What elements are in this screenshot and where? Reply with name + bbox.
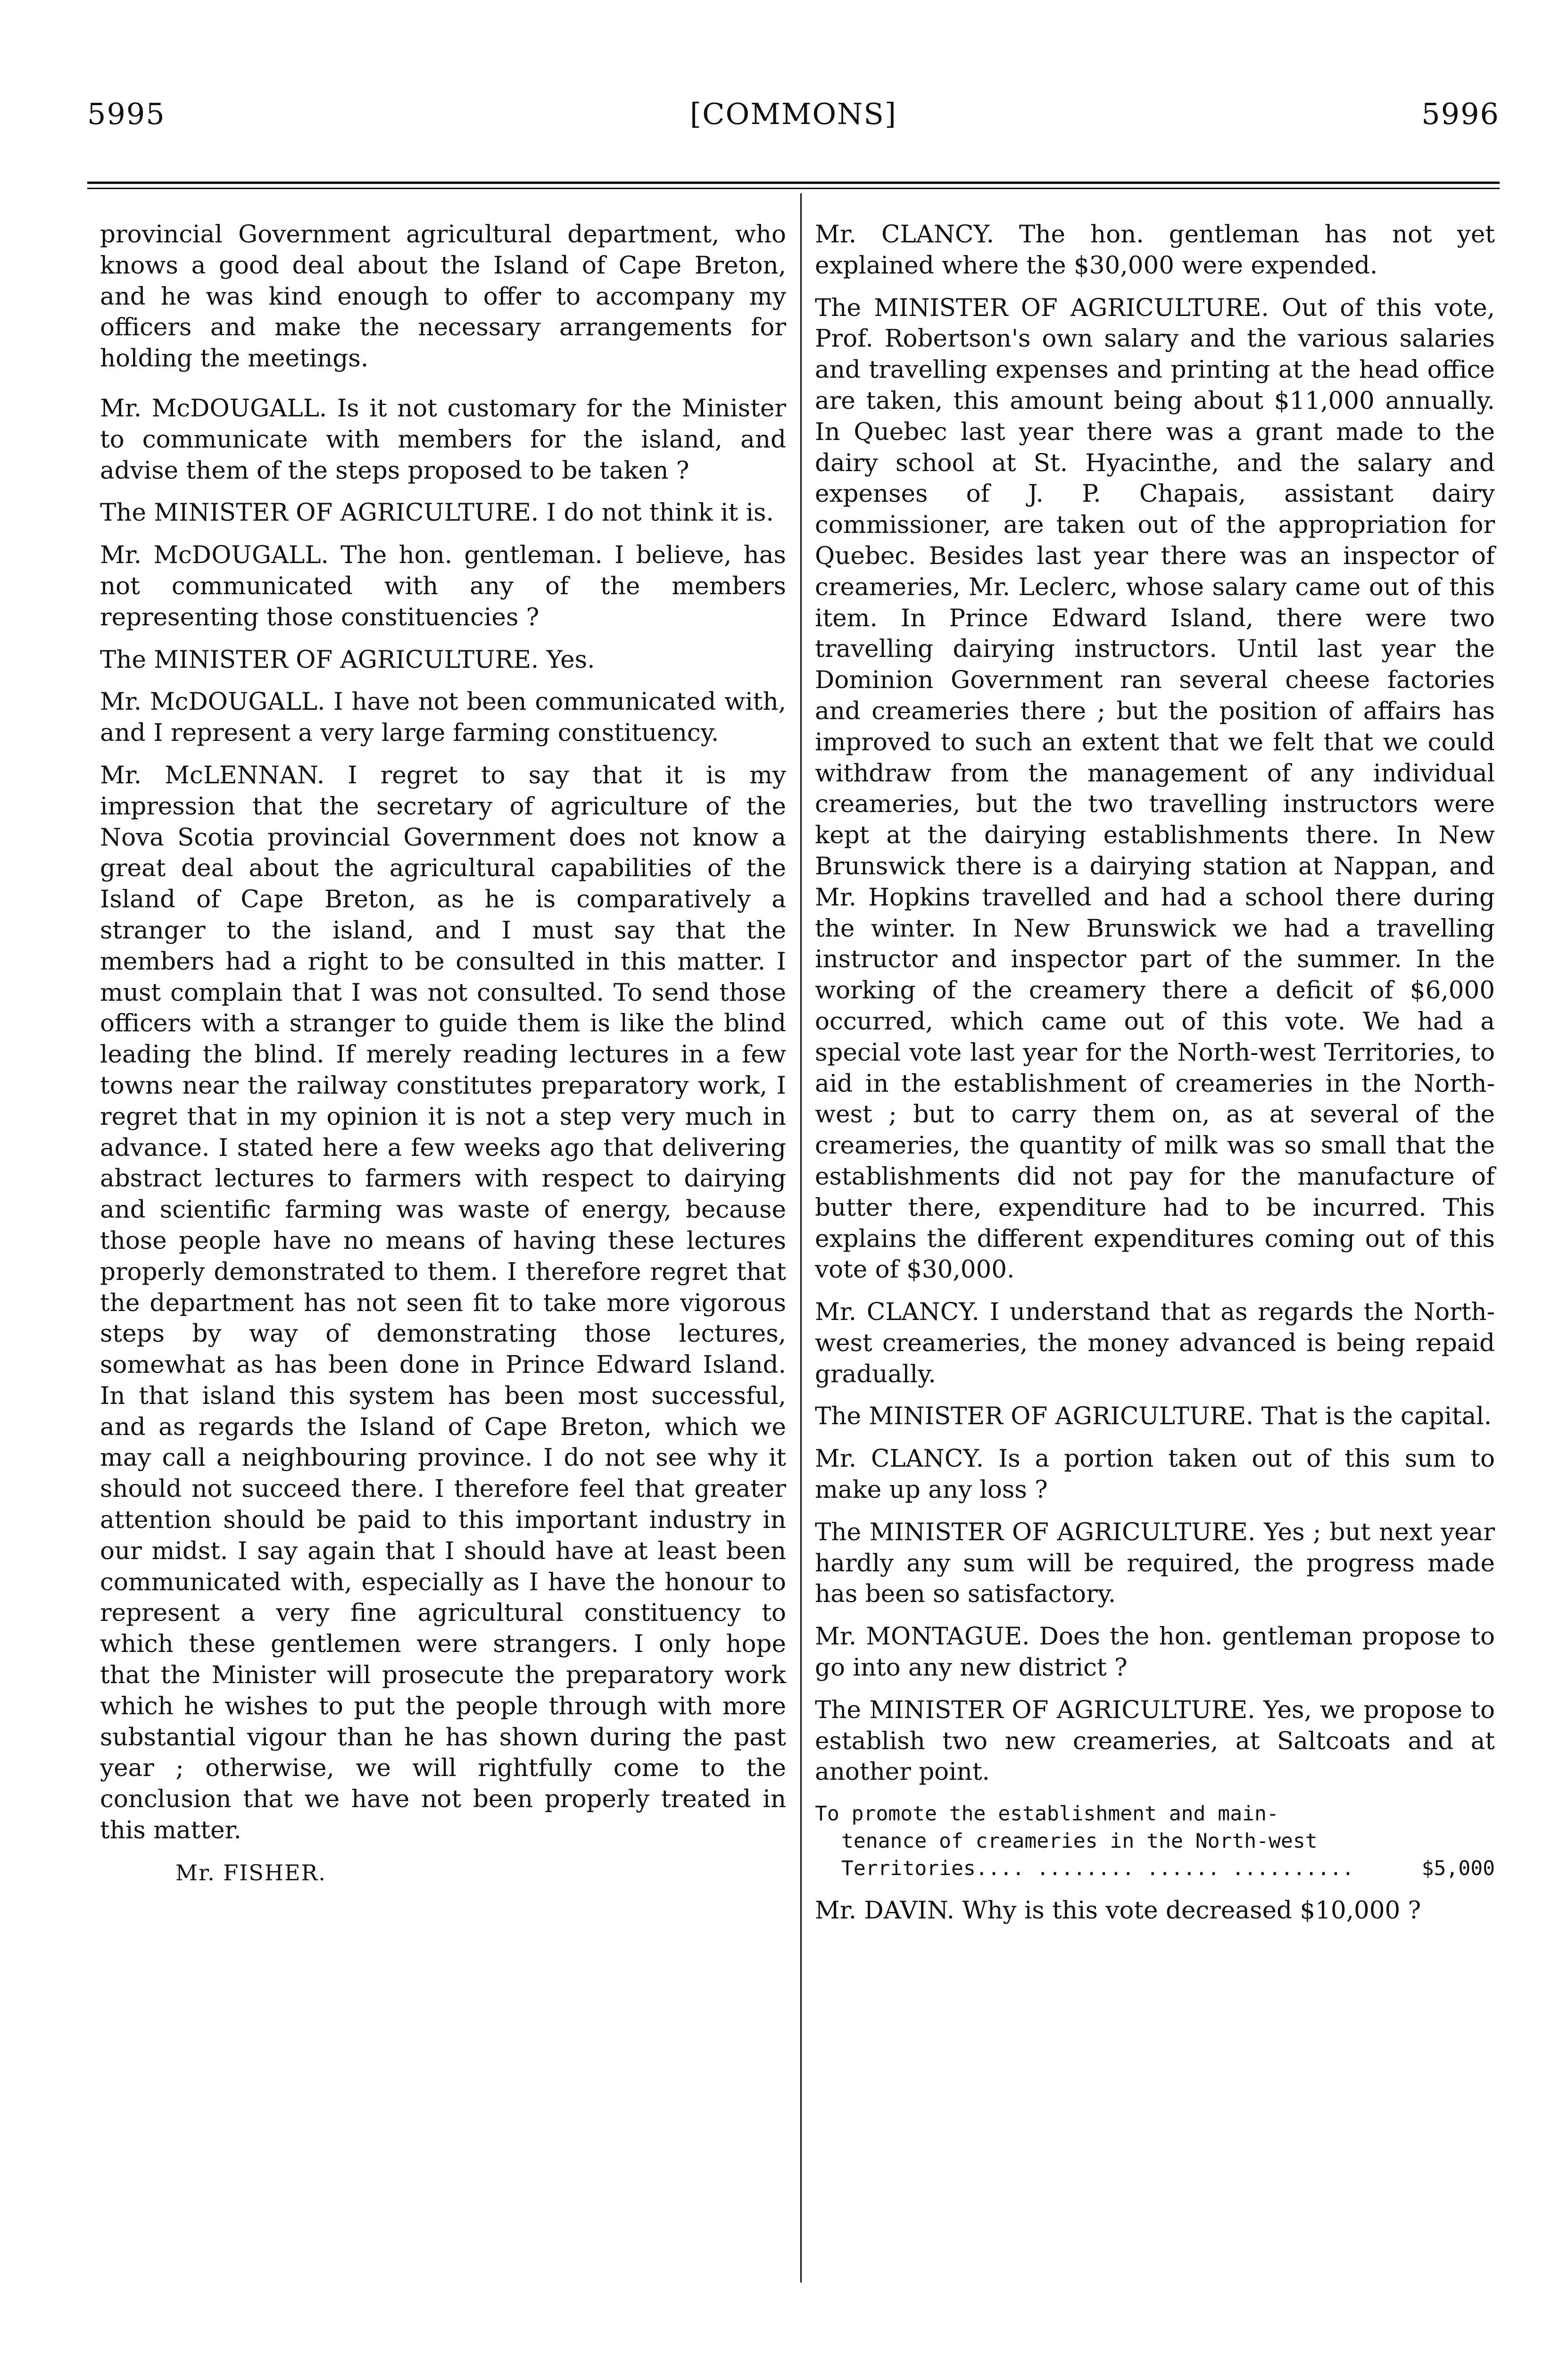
paragraph: Mr. MONTAGUE. Does the hon. gentleman propose to go into any new district ? bbox=[815, 1622, 1495, 1682]
left-column bbox=[100, 219, 786, 1889]
header-rule bbox=[87, 182, 1500, 184]
paragraph: Mr. CLANCY. I understand that as regards the North-west creameries, the money advanced is being repaid gradually. bbox=[815, 1298, 1495, 1388]
page-number-right: 5996 bbox=[1421, 97, 1500, 131]
paragraph: provincial Government agricultural department, who knows a good deal about the Island of Cape Breton, and he was kind enough to offer to accompany my officers and make the necessary arrangements for holding the meetings. bbox=[100, 220, 786, 373]
column-divider bbox=[800, 193, 802, 2283]
paragraph: Mr. McLENNAN. I regret to say that it is my impression that the secretary of agriculture of the Nova Scotia provincial Government does not know a great deal about the agricultural capabilities of the Island of Cape Breton, as he is comparatively a stranger to the island, and I must say that the members had a right to be consulted in this matter. I must complain that I was not consulted. To send those officers with a stranger to guide them is like the blind leading the blind. If merely reading lectures in a few towns near the railway constitutes preparatory work, I regret that in my opinion it is not a step very much in advance. I stated here a few weeks ago that delivering abstract lectures to farmers with respect to dairying and scientific farming was waste of energy, because those people have no means of having these lectures properly demonstrated to them. I therefore regret that the department has not seen fit to take more vigorous steps by way of demonstrating those lectures, somewhat as has been done in Prince Edward Island. In that island this system has been most successful, and as regards the Island of Cape Breton, which we may call a neighbouring province. I do not see why it should not succeed there. I therefore feel that greater attention should be paid to this important industry in our midst. I say again that I should have at least been communicated with, especially as I have the honour to represent a very fine agricultural constituency to which these gentlemen were strangers. I only hope that the Minister will prosecute the preparatory work which he wishes to put the people through with more substantial vigour than he has shown during the past year ; otherwise, we will rightfully come to the conclusion that we have not been properly treated in this matter. bbox=[100, 761, 786, 1845]
paragraph: Mr. CLANCY. Is a portion taken out of this sum to make up any loss ? bbox=[815, 1445, 1495, 1504]
resolution-line: tenance of creameries in the North-west bbox=[841, 1829, 1318, 1853]
footer-speaker-name: Mr. FISHER. bbox=[175, 1860, 326, 1885]
paragraph: Mr. DAVIN. Why is this vote decreased $10,000 ? bbox=[815, 1896, 1421, 1925]
paragraph: The MINISTER OF AGRICULTURE. Yes ; but next year hardly any sum will be required, the progress made has been so satisfactory. bbox=[815, 1518, 1495, 1609]
resolution-line: Territories.... ........ ...... .......... bbox=[841, 1857, 1354, 1881]
resolution-item bbox=[815, 1800, 1495, 1882]
running-head: [COMMONS] bbox=[689, 97, 897, 131]
paragraph: Mr. McDOUGALL. The hon. gentleman. I believe, has not communicated with any of the members representing those constituencies ? bbox=[100, 541, 786, 631]
resolution-line: To promote the establishment and main- bbox=[815, 1802, 1279, 1826]
paragraph: Mr. McDOUGALL. I have not been communicated with, and I represent a very large farming constituency. bbox=[100, 688, 786, 747]
paragraph: The MINISTER OF AGRICULTURE. I do not think it is. bbox=[100, 498, 774, 527]
resolution-amount: $5,000 bbox=[1421, 1857, 1495, 1881]
header-rule-thin bbox=[87, 188, 1500, 189]
right-column bbox=[815, 219, 1495, 1938]
page-header bbox=[87, 97, 1500, 139]
paragraph: Mr. CLANCY. The hon. gentleman has not yet explained where the $30,000 were expended. bbox=[815, 220, 1495, 280]
resolution-line-leader bbox=[815, 1855, 1495, 1882]
paragraph: The MINISTER OF AGRICULTURE. That is the capital. bbox=[815, 1402, 1492, 1431]
page-number-left: 5995 bbox=[87, 97, 166, 131]
paragraph: The MINISTER OF AGRICULTURE. Yes, we propose to establish two new creameries, at Saltcoats and at another point. bbox=[815, 1695, 1495, 1786]
paragraph: The MINISTER OF AGRICULTURE. Yes. bbox=[100, 645, 595, 674]
paragraph: The MINISTER OF AGRICULTURE. Out of this vote, Prof. Robertson's own salary and the various salaries and travelling expenses and printing at the head office are taken, this amount being about $11,000 annually. In Quebec last year there was a grant made to the dairy school at St. Hyacinthe, and the salary and expenses of J. P. Chapais, assistant dairy commissioner, are taken out of the appropriation for Quebec. Besides last year there was an inspector of creameries, Mr. Leclerc, whose salary came out of this item. In Prince Edward Island, there were two travelling dairying instructors. Until last year the Dominion Government ran several cheese factories and creameries there ; but the position of affairs has improved to such an extent that we felt that we could withdraw from the management of any individual creameries, but the two travelling instructors were kept at the dairying establishments there. In New Brunswick there is a dairying station at Nappan, and Mr. Hopkins travelled and had a school there during the winter. In New Brunswick we had a travelling instructor and inspector part of the summer. In the working of the creamery there a deficit of $6,000 occurred, which came out of this vote. We had a special vote last year for the North-west Territories, to aid in the establishment of creameries in the North-west ; but to carry them on, as at several of the creameries, the quantity of milk was so small that the establishments did not pay for the manufacture of butter there, expenditure had to be incurred. This explains the different expenditures coming out of this vote of $30,000. bbox=[815, 293, 1495, 1284]
paragraph: Mr. McDOUGALL. Is it not customary for the Minister to communicate with members for the island, and advise them of the steps proposed to be taken ? bbox=[100, 394, 786, 485]
